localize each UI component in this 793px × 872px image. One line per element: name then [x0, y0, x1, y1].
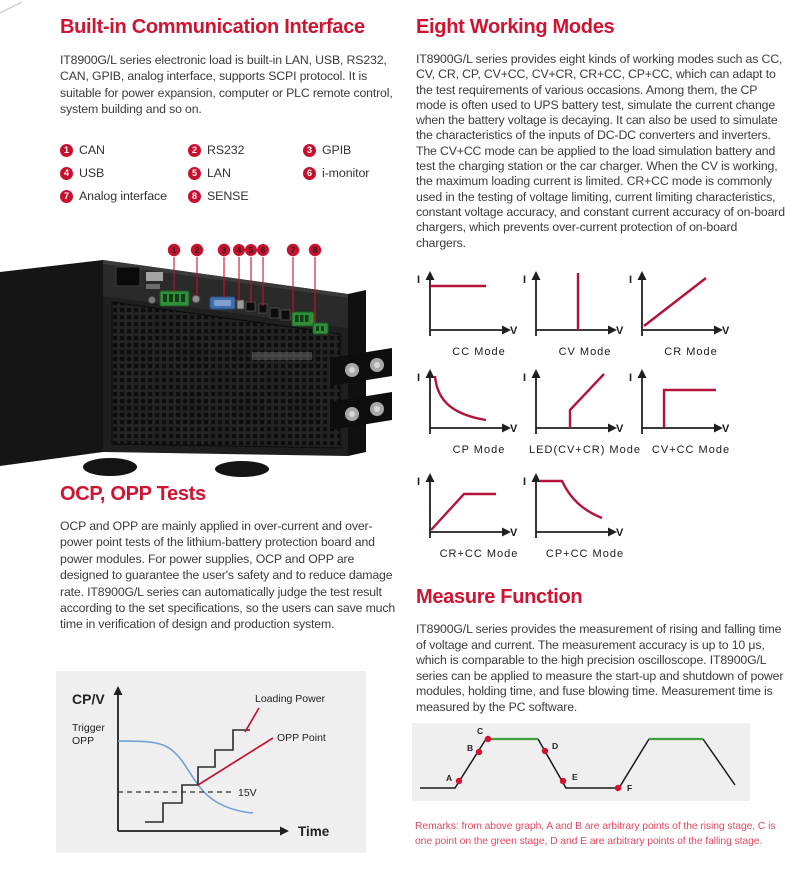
point-label-d: D — [552, 741, 559, 751]
cpcc-curve — [540, 481, 602, 518]
legend-number-badge: 4 — [60, 167, 73, 180]
legend-item-rs232 — [188, 143, 303, 157]
x-axis-label: V — [616, 423, 624, 435]
opp-point-label: OPP Point — [277, 732, 326, 744]
x-axis-label: V — [510, 527, 518, 539]
opp-point-pointer — [198, 738, 273, 785]
callout-number-1: 1 — [171, 245, 177, 255]
callout-number-5: 5 — [248, 245, 254, 255]
section-title-communication: Built-in Communication Interface — [60, 16, 365, 38]
legend-label: i-monitor — [322, 166, 370, 180]
loading-power-label: Loading Power — [255, 693, 326, 705]
point-label-f: F — [627, 783, 633, 793]
y-axis-label: I — [417, 476, 421, 488]
legend-number-badge: 5 — [188, 167, 201, 180]
analog-slot — [305, 315, 309, 322]
legend-number-badge: 8 — [188, 190, 201, 203]
y-axis-label: I — [417, 372, 421, 384]
point-dot-a — [456, 778, 462, 784]
device-foot — [83, 458, 137, 476]
system-bus-port — [281, 310, 290, 320]
analog-slot — [300, 315, 304, 322]
legend-number-badge: 6 — [303, 167, 316, 180]
mode-label: CR Mode — [664, 346, 718, 358]
page-corner-mark — [0, 0, 26, 16]
legend-item-analog — [60, 189, 188, 203]
mode-chart-cell-cvcc — [626, 368, 756, 456]
legend-number-badge: 1 — [60, 144, 73, 157]
can-slot — [175, 294, 179, 302]
busbar-bolt-head — [349, 411, 355, 417]
communication-body: IT8900G/L series electronic load is built-in LAN, USB, RS232, CAN, GPIB, analog interface, supports SCPI protocol. It is suitable for power expansion, computer or PLC remote control, system building and so on. — [60, 53, 393, 117]
section-title-measure: Measure Function — [416, 586, 583, 608]
legend-label: USB — [79, 166, 105, 180]
point-dot-c — [485, 736, 491, 742]
legend-item-sense — [188, 189, 303, 203]
cv-cc-mode-chart — [626, 368, 730, 438]
y-axis-label: I — [417, 274, 421, 286]
can-slot — [163, 294, 167, 302]
interface-legend — [60, 143, 405, 203]
mode-label: LED(CV+CR) Mode — [529, 444, 641, 456]
mode-label: CR+CC Mode — [439, 548, 519, 560]
point-dot-d — [542, 748, 548, 754]
device-rear-photo — [0, 230, 392, 480]
trigger-opp-label: Trigger — [72, 722, 105, 734]
cp-cc-mode-chart — [520, 472, 624, 542]
y-axis-label: I — [523, 476, 527, 488]
x-axis-label: V — [722, 325, 730, 337]
callout-number-8: 8 — [312, 245, 318, 255]
legend-label: LAN — [207, 166, 231, 180]
mode-label: CC Mode — [452, 346, 506, 358]
callout-number-3: 3 — [221, 245, 227, 255]
busbar-bolt-head — [374, 406, 380, 412]
can-slot — [181, 294, 185, 302]
cr-cc-mode-chart — [414, 472, 518, 542]
ac-inlet — [116, 267, 140, 286]
y-axis-label: I — [523, 274, 527, 286]
point-label-c: C — [477, 726, 484, 736]
y-axis-label: CP/V — [72, 691, 105, 707]
cv-mode-chart — [520, 270, 624, 340]
legend-label: Analog interface — [79, 189, 167, 203]
legend-number-badge: 7 — [60, 190, 73, 203]
ocp-opp-body: OCP and OPP are mainly applied in over-current and over-power point tests of the lithium-battery protection board and power modules. For power supplies, OCP and OPP are designed to guarantee the user's safety and to reduce damage rate. IT8900G/L series can automatically judge the test result according to the set specifications, so the users can save much time in verification of design and production system. — [60, 519, 396, 632]
sense-terminal-connector — [313, 323, 328, 334]
gpib-pins — [214, 300, 231, 306]
warning-label — [146, 272, 163, 281]
analog-slot — [295, 315, 299, 322]
callout-number-7: 7 — [290, 245, 296, 255]
voltage-curve — [118, 741, 253, 813]
section-title-ocp-opp: OCP, OPP Tests — [60, 483, 206, 505]
mode-chart-cell-cr — [626, 270, 756, 358]
led-cv-cr-mode-chart — [520, 368, 624, 438]
cp-mode-chart — [414, 368, 518, 438]
legend-item-gpib — [303, 143, 405, 157]
busbar-bolt-head — [349, 367, 355, 373]
opp-chart-panel — [56, 671, 366, 853]
measure-remarks: Remarks: from above graph, A and B are arbitrary points of the rising stage, C is one point on the green stage, D and E are arbitrary points of the falling stage. — [415, 821, 776, 847]
sense-slot — [316, 326, 319, 331]
point-dot-e — [560, 778, 566, 784]
mode-label: CP+CC Mode — [545, 548, 625, 560]
mode-label: CP Mode — [452, 444, 506, 456]
busbar-bolt-head — [374, 362, 380, 368]
x-axis-label: V — [510, 325, 518, 337]
legend-item-can — [60, 143, 188, 157]
x-axis-label: V — [722, 423, 730, 435]
x-axis-label: V — [616, 325, 624, 337]
device-foot — [215, 461, 269, 477]
rs232-connector — [192, 295, 200, 303]
callout-badges — [168, 244, 321, 256]
section-title-working-modes: Eight Working Modes — [416, 16, 615, 38]
crcc-curve — [431, 494, 496, 530]
can-slot — [169, 294, 173, 302]
point-label-b: B — [467, 743, 474, 753]
x-axis-label: V — [510, 423, 518, 435]
lan-port — [246, 302, 255, 311]
usb-port — [237, 300, 244, 309]
cr-mode-chart — [626, 270, 730, 340]
y-axis-label: I — [523, 372, 527, 384]
legend-label: GPIB — [322, 143, 352, 157]
cp-curve — [435, 376, 486, 420]
loading-power-pointer — [245, 708, 259, 732]
callout-number-6: 6 — [260, 245, 266, 255]
y-axis-label: I — [629, 274, 633, 286]
legend-number-badge: 3 — [303, 144, 316, 157]
cc-mode-chart — [414, 270, 518, 340]
x-axis-label: Time — [298, 824, 330, 839]
callout-number-4: 4 — [236, 245, 242, 255]
legend-label: CAN — [79, 143, 105, 157]
mode-label: CV Mode — [558, 346, 612, 358]
measure-chart-panel — [412, 723, 750, 801]
mode-label: CV+CC Mode — [651, 444, 731, 456]
cvcc-curve — [664, 390, 716, 428]
level-15v-label: 15V — [238, 787, 257, 799]
y-axis-label: I — [629, 372, 633, 384]
legend-label: SENSE — [207, 189, 249, 203]
corner-line — [0, 2, 22, 13]
point-label-a: A — [446, 773, 453, 783]
panel-print — [252, 352, 312, 360]
measure-body: IT8900G/L series provides the measurement of rising and falling time of voltage and current. The measurement accuracy is up to 10 μs, which is comparable to the high precision oscilloscope. IT8900G/L series can be applied to measure the start-up and shutdown of power modules, holding time, and fuse blowing time. Measurement time is measured by the PC software. — [416, 622, 784, 714]
legend-item-usb — [60, 166, 188, 180]
legend-number-badge: 2 — [188, 144, 201, 157]
legend-item-imonitor — [303, 166, 405, 180]
x-axis-label: V — [616, 527, 624, 539]
mode-chart-cell-cpcc — [520, 472, 650, 560]
callout-number-2: 2 — [194, 245, 200, 255]
legend-label: RS232 — [207, 143, 245, 157]
point-dot-f — [615, 785, 621, 791]
point-label-e: E — [572, 772, 578, 782]
chassis-side-face — [0, 260, 103, 466]
opp-test-chart — [56, 671, 366, 853]
system-bus-port — [270, 308, 279, 318]
trigger-opp-label: OPP — [72, 735, 95, 747]
spec-label — [146, 284, 160, 289]
working-modes-body: IT8900G/L series provides eight kinds of working modes such as CC, CV, CR, CP, CV+CC, CV+CR, CR+CC, CP+CC, which can adapt to the test requirements of various occasions. Among them, the CP mode is often used to UPS battery test, simulate the current change when the battery voltage is decaying. It can also be used to simulate the characteristics of the inputs of DC-DC converters and inverters. The CV+CC mode can be applied to the load simulation battery and test the charging station or the car charger. When the CV is working, the maximum loading current is limited. CR+CC mode is commonly used in the testing of voltage limiting, current limiting characteristics, constant voltage accuracy, and constant current accuracy of on-board chargers, which prevents over-current protection of on-board chargers. — [416, 52, 785, 250]
measure-waveform-chart — [412, 723, 750, 801]
fuse-holder — [149, 297, 156, 304]
legend-item-lan — [188, 166, 303, 180]
point-dot-b — [476, 749, 482, 755]
cr-curve — [644, 278, 706, 326]
led-curve — [570, 374, 604, 428]
sense-slot — [321, 326, 324, 331]
